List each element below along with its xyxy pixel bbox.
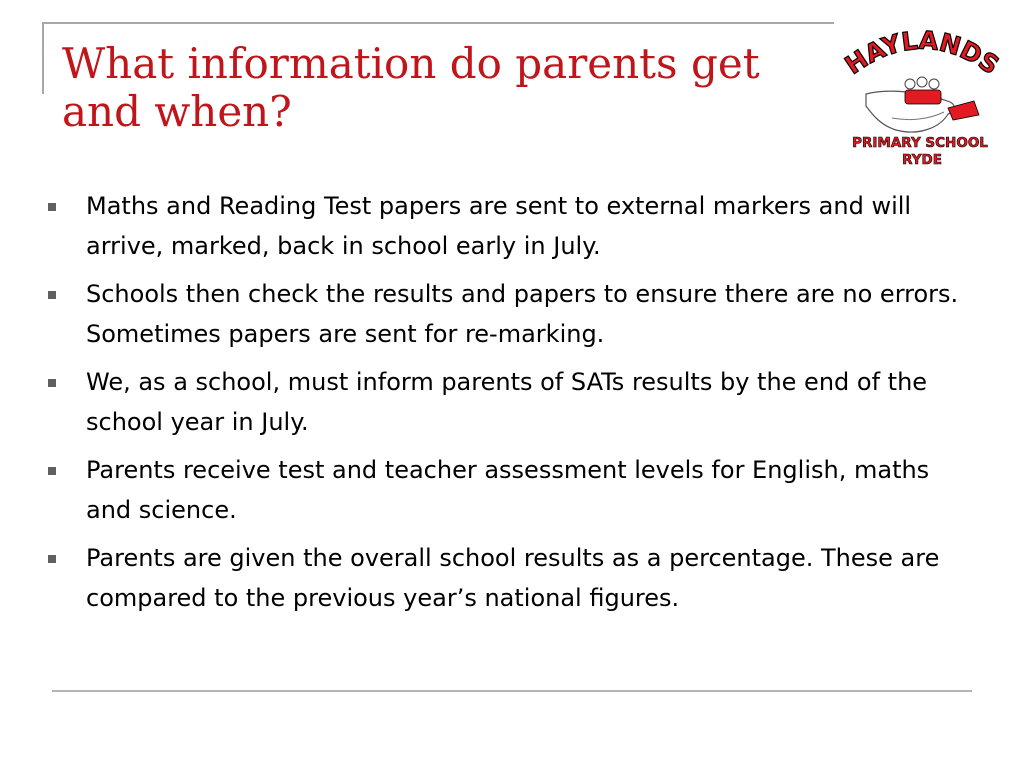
svg-text:HAYLANDS xyxy=(840,26,1005,80)
logo-town-text: RYDE xyxy=(902,152,942,168)
bullet-text: Parents receive test and teacher assessment levels for English, maths and science. xyxy=(86,456,937,524)
bullet-text: Maths and Reading Test papers are sent to external markers and will arrive, marked, back in school early in July. xyxy=(86,192,919,260)
bullet-text: We, as a school, must inform parents of SATs results by the end of the school year in July. xyxy=(86,368,935,436)
bullet-list xyxy=(48,186,973,626)
square-bullet-icon xyxy=(48,379,56,387)
square-bullet-icon xyxy=(48,203,56,211)
logo-school-text: PRIMARY SCHOOL xyxy=(852,135,988,151)
bullet-text: Schools then check the results and papers to ensure there are no errors. Sometimes papers are sent for re-marking. xyxy=(86,280,974,348)
children-figures-icon xyxy=(905,77,941,104)
square-bullet-icon xyxy=(48,291,56,299)
school-logo xyxy=(832,24,1012,174)
frame-line-left xyxy=(42,22,44,94)
slide-title: What information do parents get and when? xyxy=(62,39,760,136)
bullet-item xyxy=(48,538,973,618)
bullet-item xyxy=(48,274,973,354)
bullet-item xyxy=(48,186,973,266)
frame-line-top xyxy=(42,22,834,24)
bullet-text: Parents are given the overall school results as a percentage. These are compared to the previous year’s national figures. xyxy=(86,544,947,612)
bullet-item xyxy=(48,450,973,530)
frame-line-bottom xyxy=(52,690,972,692)
square-bullet-icon xyxy=(48,555,56,563)
bullet-item xyxy=(48,362,973,442)
square-bullet-icon xyxy=(48,467,56,475)
logo-name-text: HAYLANDS xyxy=(839,25,1005,81)
